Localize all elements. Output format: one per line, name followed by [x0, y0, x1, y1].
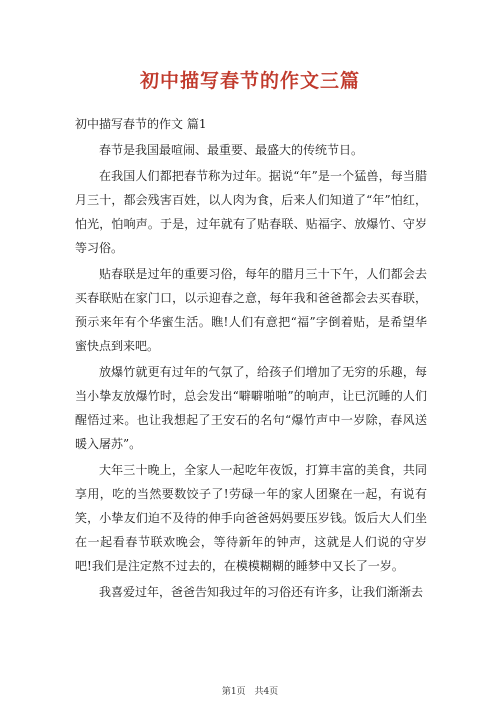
paragraph-2: 在我国人们都把春节称为过年。据说“年”是一个猛兽，每当腊月三十，都会残害百姓，以人肉为食，后来人们知道了“年”怕红，怕光，怕响声。于是，过年就有了贴春联、贴福字、放爆竹、守岁等习俗。 [75, 169, 427, 255]
section-heading: 初中描写春节的作文 篇1 [75, 117, 207, 131]
paragraph-5: 大年三十晚上，全家人一起吃年夜饭，打算丰富的美食，共同享用，吃的当然要数饺子了!劳碌一年的家人团聚在一起，有说有笑，小挚友们迫不及待的伸手向爸爸妈妈要压岁钱。饭后大人们坐在一起看春节联欢晚会，等待新年的钟声，这就是人们说的守岁吧!我们是注定熬不过去的，在模模糊糊的睡梦中又长了一岁。 [75, 463, 427, 573]
document-body [75, 112, 427, 606]
document-title: 初中描写春节的作文三篇 [139, 70, 360, 92]
page-number: 第1页 [221, 687, 246, 697]
page-footer [0, 684, 500, 697]
paragraph-4: 放爆竹就更有过年的气氛了，给孩子们增加了无穷的乐趣，每当小挚友放爆竹时，总会发出“噼噼啪啪”的响声，让已沉睡的人们醒悟过来。也让我想起了王安石的名句“爆竹声中一岁除，春风送暖入屠苏”。 [75, 365, 427, 451]
paragraph-6: 我喜爱过年，爸爸告知我过年的习俗还有许多，让我们渐渐去 [99, 585, 424, 599]
paragraph-3: 贴春联是过年的重要习俗，每年的腊月三十下午，人们都会去买春联贴在家门口，以示迎春之意，每年我和爸爸都会去买春联，预示来年有个华蜜生活。瞧!人们有意把“福”字倒着贴，是希望华蜜快点到来吧。 [75, 267, 427, 353]
page-total: 共4页 [254, 687, 279, 697]
paragraph-1: 春节是我国最喧闹、最重要、最盛大的传统节日。 [99, 143, 364, 157]
